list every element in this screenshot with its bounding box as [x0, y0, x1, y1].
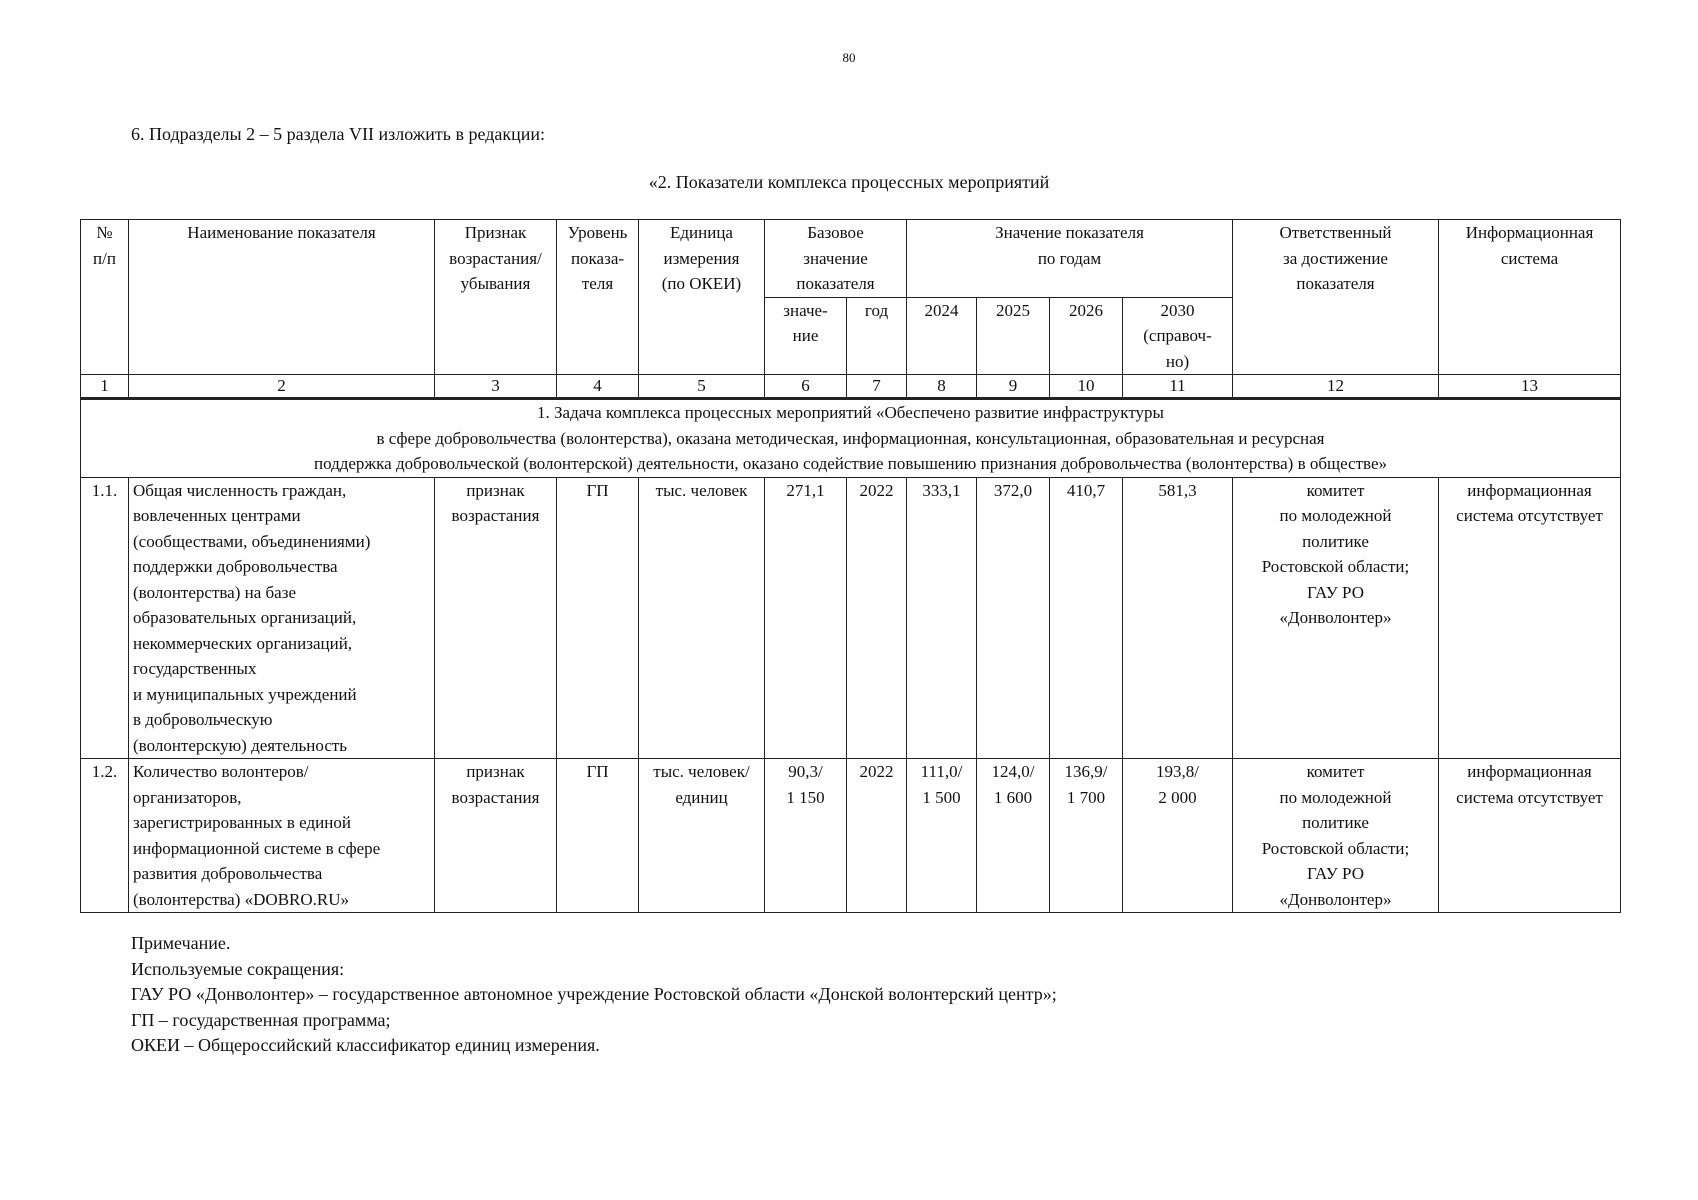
table-row: [81, 759, 1621, 913]
row-level: ГП: [557, 477, 639, 759]
column-number: 9: [977, 375, 1050, 399]
abbreviation-item: ГП – государственная программа;: [131, 1009, 391, 1030]
header-base-year: год: [847, 297, 907, 375]
header-info-system: Информационная система: [1439, 220, 1621, 375]
intro-text: 6. Подразделы 2 – 5 раздела VII изложить в редакции:: [131, 124, 545, 144]
row-value-2024: 111,0/ 1 500: [907, 759, 977, 913]
header-2025: 2025: [977, 297, 1050, 375]
abbreviations-heading: Используемые сокращения:: [131, 958, 345, 979]
row-value-2025: 124,0/ 1 600: [977, 759, 1050, 913]
row-base-value: 90,3/ 1 150: [765, 759, 847, 913]
table-title: «2. Показатели комплекса процессных мероприятий: [648, 172, 1050, 192]
header-trend: Признак возрастания/ убывания: [435, 220, 557, 375]
column-numbers-row: [81, 375, 1621, 399]
header-base: Базовое значение показателя: [765, 220, 907, 298]
column-number: 3: [435, 375, 557, 399]
row-value-2025: 372,0: [977, 477, 1050, 759]
row-unit: тыс. человек/ единиц: [639, 759, 765, 913]
row-base-value: 271,1: [765, 477, 847, 759]
row-trend: признак возрастания: [435, 477, 557, 759]
row-value-2026: 410,7: [1050, 477, 1123, 759]
row-trend: признак возрастания: [435, 759, 557, 913]
header-row-1: [81, 220, 1621, 298]
column-number: 13: [1439, 375, 1621, 399]
header-by-years: Значение показателя по годам: [907, 220, 1233, 298]
column-number: 4: [557, 375, 639, 399]
row-info-system: информационная система отсутствует: [1439, 759, 1621, 913]
row-base-year: 2022: [847, 477, 907, 759]
column-number: 11: [1123, 375, 1233, 399]
header-2024: 2024: [907, 297, 977, 375]
row-value-2030: 193,8/ 2 000: [1123, 759, 1233, 913]
row-indicator-name: Общая численность граждан, вовлеченных центрами (сообществами, объединениями) поддержки добровольчества (волонтерства) на базе образовательных организаций, некоммерческих организаций, государственных и муниципальных учреждений в добровольческую (волонтерскую) деятельность: [129, 477, 435, 759]
header-num: № п/п: [81, 220, 129, 375]
column-number: 5: [639, 375, 765, 399]
row-num: 1.2.: [81, 759, 129, 913]
header-base-value: значе- ние: [765, 297, 847, 375]
row-value-2030: 581,3: [1123, 477, 1233, 759]
abbreviation-item: ОКЕИ – Общероссийский классификатор единиц измерения.: [131, 1035, 600, 1055]
row-num: 1.1.: [81, 477, 129, 759]
column-number: 8: [907, 375, 977, 399]
indicators-table: [80, 219, 1621, 913]
task-title: 1. Задача комплекса процессных мероприятий «Обеспечено развитие инфраструктуры в сфере добровольчества (волонтерства), оказана методическая, информационная, консультационная, образовательная и ресурсная поддержка добровольческой (волонтерской) деятельности, оказано содействие повышению признания добровольчества (волонтерства) в обществе»: [81, 399, 1621, 478]
table-row: [81, 477, 1621, 759]
row-value-2026: 136,9/ 1 700: [1050, 759, 1123, 913]
abbreviation-item: ГАУ РО «Донволонтер» – государственное автономное учреждение Ростовской области «Донской волонтерский центр»;: [131, 984, 1057, 1004]
column-number: 12: [1233, 375, 1439, 399]
header-name: Наименование показателя: [129, 220, 435, 375]
row-responsible: комитет по молодежной политике Ростовской области; ГАУ РО «Донволонтер»: [1233, 477, 1439, 759]
task-row: [81, 399, 1621, 478]
row-indicator-name: Количество волонтеров/ организаторов, зарегистрированных в единой информационной системе в сфере развития добровольчества (волонтерства) «DOBRO.RU»: [129, 759, 435, 913]
row-responsible: комитет по молодежной политике Ростовской области; ГАУ РО «Донволонтер»: [1233, 759, 1439, 913]
header-2026: 2026: [1050, 297, 1123, 375]
header-responsible: Ответственный за достижение показателя: [1233, 220, 1439, 375]
column-number: 7: [847, 375, 907, 399]
notes-heading: Примечание.: [131, 933, 231, 953]
header-2030: 2030 (справоч- но): [1123, 297, 1233, 375]
header-unit: Единица измерения (по ОКЕИ): [639, 220, 765, 375]
column-number: 10: [1050, 375, 1123, 399]
column-number: 6: [765, 375, 847, 399]
row-value-2024: 333,1: [907, 477, 977, 759]
row-base-year: 2022: [847, 759, 907, 913]
row-unit: тыс. человек: [639, 477, 765, 759]
column-number: 2: [129, 375, 435, 399]
column-number: 1: [81, 375, 129, 399]
row-level: ГП: [557, 759, 639, 913]
page-number: 80: [842, 50, 856, 65]
header-level: Уровень показа- теля: [557, 220, 639, 375]
notes-block: [131, 931, 1057, 1059]
row-info-system: информационная система отсутствует: [1439, 477, 1621, 759]
